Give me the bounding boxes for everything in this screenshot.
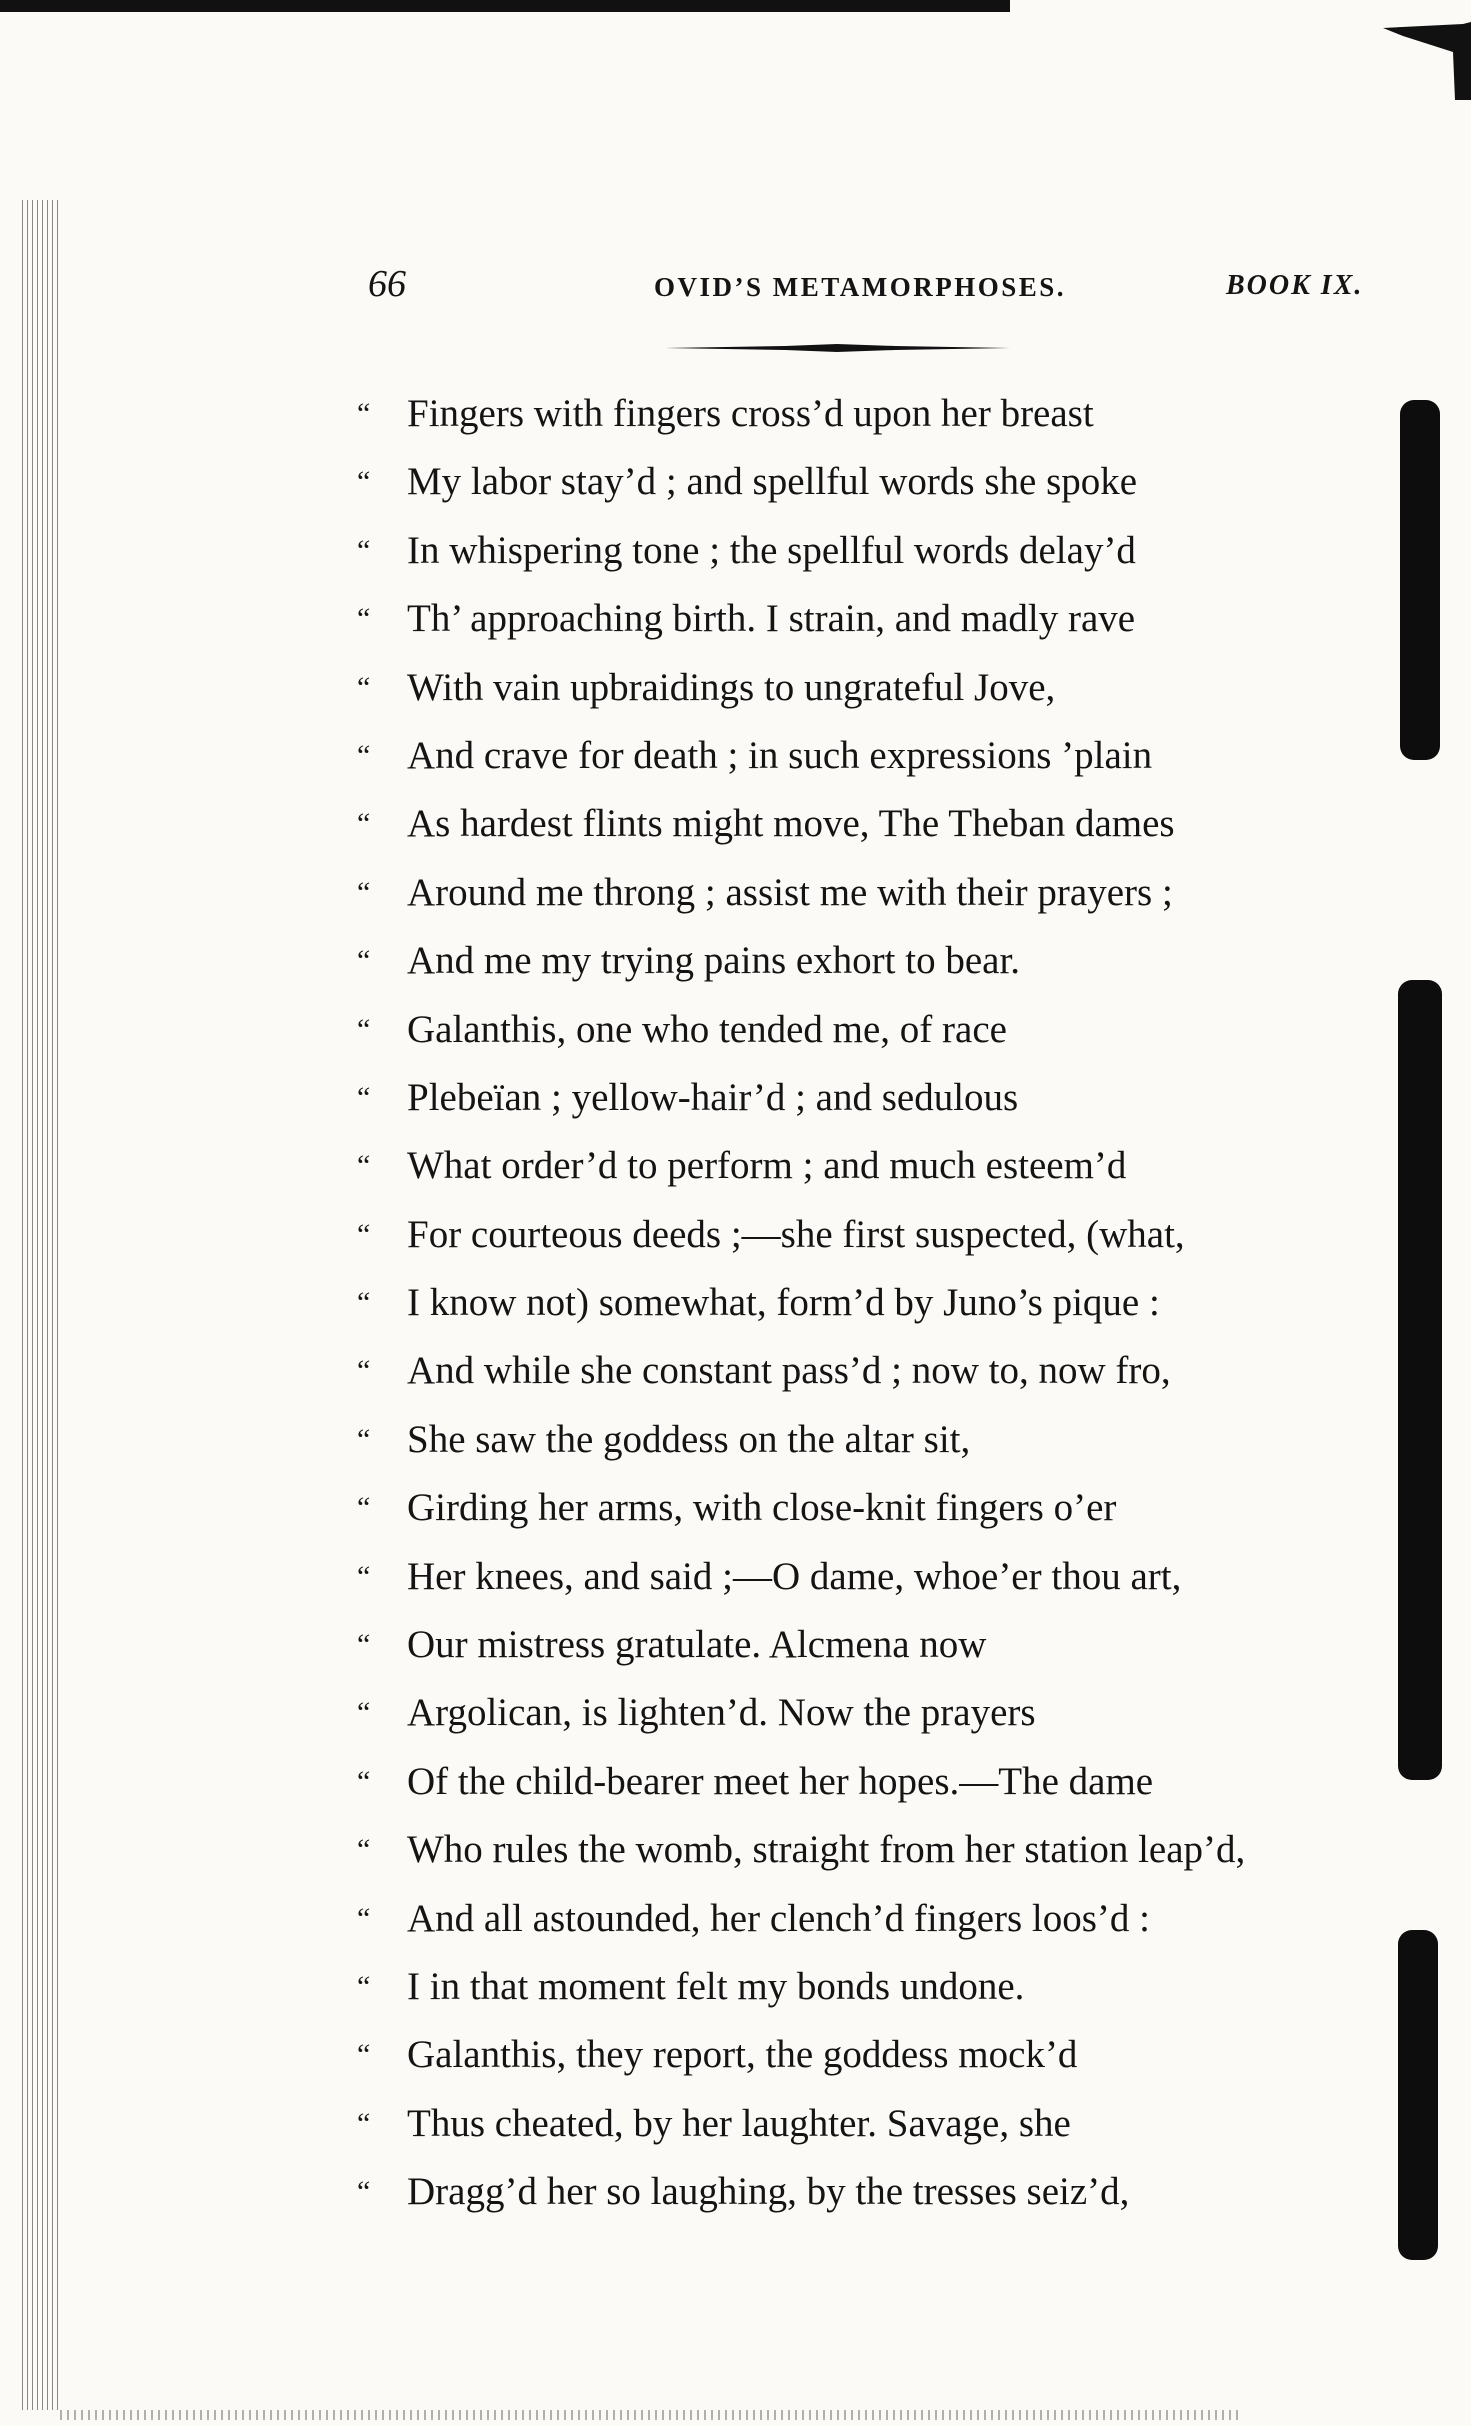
book-title: OVID’S METAMORPHOSES.: [654, 272, 1067, 302]
verse-line: [357, 1337, 1357, 1405]
opening-quote-mark: “: [357, 1080, 371, 1114]
opening-quote-mark: “: [357, 1696, 371, 1730]
verse-text: Who rules the womb, straight from her station leap’d,: [407, 1828, 1246, 1872]
verse-text: And me my trying pains exhort to bear.: [407, 939, 1021, 983]
verse-line: [357, 1748, 1357, 1816]
page-number: 66: [368, 263, 406, 305]
opening-quote-mark: “: [357, 738, 371, 772]
verse-line: [357, 1201, 1357, 1269]
verse-line: [357, 2021, 1357, 2089]
verse-line: [357, 1406, 1357, 1474]
scan-ink-bleed: [1398, 980, 1442, 1780]
scan-ink-bleed: [1398, 1930, 1438, 2260]
opening-quote-mark: “: [357, 670, 371, 704]
running-head: [368, 262, 1378, 312]
verse-line: [357, 1953, 1357, 2021]
verse-line: [357, 1816, 1357, 1884]
verse-line: [357, 1885, 1357, 1953]
opening-quote-mark: “: [357, 397, 371, 430]
verse-line: [357, 654, 1357, 722]
scan-ink-bleed: [1400, 400, 1440, 760]
verse-text: For courteous deeds ;—she first suspected, (what,: [407, 1212, 1185, 1256]
verse-text: Thus cheated, by her laughter. Savage, she: [407, 2101, 1071, 2145]
opening-quote-mark: “: [357, 1559, 371, 1593]
verse-text: My labor stay’d ; and spellful words she spoke: [407, 460, 1138, 504]
verse-line: [357, 380, 1357, 448]
verse-text: Galanthis, they report, the goddess mock’d: [407, 2033, 1078, 2077]
verse-text: With vain upbraidings to ungrateful Jove,: [407, 665, 1056, 709]
opening-quote-mark: “: [357, 1149, 371, 1183]
verse-block: [357, 380, 1357, 2227]
verse-line: [357, 1679, 1357, 1747]
verse-text: I know not) somewhat, form’d by Juno’s pique :: [407, 1281, 1160, 1325]
verse-line: [357, 1543, 1357, 1611]
verse-text: And crave for death ; in such expressions ’plain: [407, 733, 1153, 777]
opening-quote-mark: “: [357, 875, 371, 909]
verse-text: Our mistress gratulate. Alcmena now: [407, 1623, 987, 1667]
verse-line: [357, 1611, 1357, 1679]
verse-text: And while she constant pass’d ; now to, now fro,: [407, 1349, 1171, 1393]
verse-line: [357, 859, 1357, 927]
verse-text: Plebeïan ; yellow-hair’d ; and sedulous: [407, 1075, 1019, 1119]
verse-text: What order’d to perform ; and much esteem’d: [407, 1144, 1127, 1188]
verse-line: [357, 1474, 1357, 1542]
opening-quote-mark: “: [357, 1286, 371, 1320]
verse-line: [357, 790, 1357, 858]
verse-line: [357, 517, 1357, 585]
scan-bottom-edge: [60, 2410, 1240, 2420]
verse-text: Th’ approaching birth. I strain, and madly rave: [407, 597, 1136, 641]
verse-line: [357, 722, 1357, 790]
verse-text: Argolican, is lighten’d. Now the prayers: [407, 1691, 1036, 1735]
opening-quote-mark: “: [357, 2106, 371, 2140]
verse-line: [357, 2090, 1357, 2158]
verse-text: In whispering tone ; the spellful words delay’d: [407, 528, 1136, 572]
verse-text: As hardest flints might move, The Theban dames: [407, 802, 1175, 846]
opening-quote-mark: “: [357, 1354, 371, 1388]
book-number: BOOK IX.: [1226, 270, 1364, 301]
verse-text: Girding her arms, with close-knit fingers o’er: [407, 1486, 1117, 1530]
verse-line: [357, 1269, 1357, 1337]
opening-quote-mark: “: [357, 2175, 371, 2209]
scan-binding-edge: [22, 200, 60, 2410]
verse-text: Of the child-bearer meet her hopes.—The dame: [407, 1759, 1154, 1803]
verse-text: She saw the goddess on the altar sit,: [407, 1417, 971, 1461]
verse-line: [357, 996, 1357, 1064]
verse-line: [357, 927, 1357, 995]
opening-quote-mark: “: [357, 1901, 371, 1935]
verse-text: I in that moment felt my bonds undone.: [407, 1964, 1025, 2008]
verse-line: [357, 448, 1357, 516]
opening-quote-mark: “: [357, 807, 371, 841]
verse-text: Dragg’d her so laughing, by the tresses seiz’d,: [407, 2170, 1130, 2214]
verse-line: [357, 2158, 1357, 2226]
scan-top-edge: [0, 0, 1010, 12]
opening-quote-mark: “: [357, 1217, 371, 1251]
verse-text: Around me throng ; assist me with their prayers ;: [407, 870, 1173, 914]
verse-text: Fingers with fingers cross’d upon her breast: [407, 392, 1094, 435]
verse-text: Her knees, and said ;—O dame, whoe’er thou art,: [407, 1554, 1182, 1598]
verse-line: [357, 585, 1357, 653]
verse-line: [357, 1132, 1357, 1200]
opening-quote-mark: “: [357, 1012, 371, 1046]
opening-quote-mark: “: [357, 533, 371, 567]
verse-line: [357, 1064, 1357, 1132]
opening-quote-mark: “: [357, 1833, 371, 1867]
scan-corner-mark: [1383, 22, 1471, 100]
verse-text: And all astounded, her clench’d fingers loos’d :: [407, 1896, 1150, 1940]
opening-quote-mark: “: [357, 1969, 371, 2003]
verse-text: Galanthis, one who tended me, of race: [407, 1007, 1007, 1051]
opening-quote-mark: “: [357, 602, 371, 636]
opening-quote-mark: “: [357, 1764, 371, 1798]
opening-quote-mark: “: [357, 465, 371, 499]
opening-quote-mark: “: [357, 1491, 371, 1525]
opening-quote-mark: “: [357, 2038, 371, 2072]
opening-quote-mark: “: [357, 944, 371, 978]
header-ornament-rule: [665, 344, 1010, 352]
opening-quote-mark: “: [357, 1422, 371, 1456]
opening-quote-mark: “: [357, 1628, 371, 1662]
